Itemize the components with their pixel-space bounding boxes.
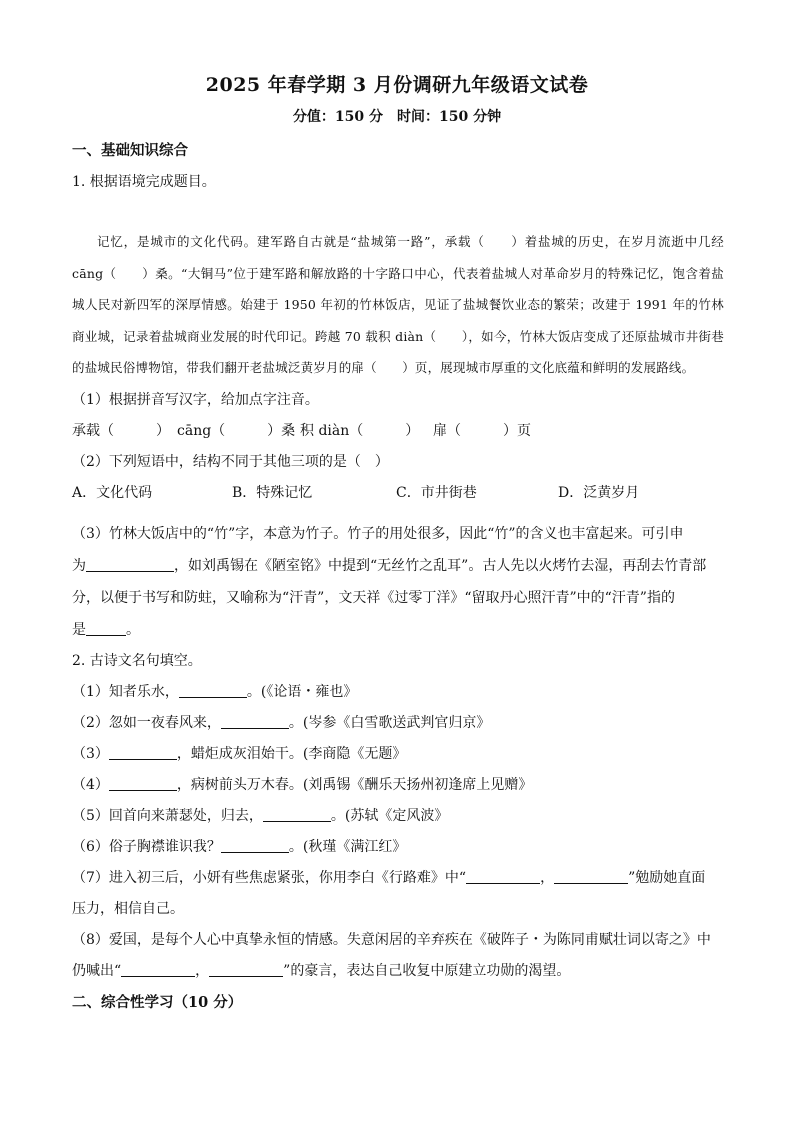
exam-title: 2025 年春学期 3 月份调研九年级语文试卷 bbox=[205, 74, 589, 96]
question-1-sub-3-line-2: 为 ，如刘禹锡在《陋室铭》中提到“无丝竹之乱耳”。古人先以火烤竹去湿，再刮去竹青部 bbox=[72, 558, 707, 574]
option-c: C．市井街巷 bbox=[396, 485, 477, 501]
answer-blank[interactable] bbox=[86, 621, 126, 636]
answer-blank[interactable] bbox=[109, 745, 177, 760]
answer-blank[interactable] bbox=[466, 869, 540, 884]
answer-blank[interactable] bbox=[263, 807, 331, 822]
question-1-sub-3-line-4: 是 。 bbox=[72, 622, 140, 638]
poem-item-5: （5）回首向来萧瑟处，归去， 。(苏轼《定风波》 bbox=[72, 808, 449, 824]
option-b: B．特殊记忆 bbox=[232, 485, 313, 501]
question-1-sub-3-line-1: （3）竹林大饭店中的“竹”字，本意为竹子。竹子的用处很多，因此“竹”的含义也丰富起来。可引申 bbox=[72, 526, 684, 542]
question-1-sub-3-line-3: 分，以便于书写和防蛀，又喻称为“汗青”，文天祥《过零丁洋》“留取丹心照汗青”中的“汗青”指的 bbox=[72, 590, 675, 606]
fill-item-fei-ye: 扉（ ）页 bbox=[433, 423, 531, 439]
fill-item-chengzai: 承载（ ） bbox=[72, 423, 170, 439]
poem-item-7-line-1: （7）进入初三后，小妍有些焦虑紧张，你用李白《行路难》中“ ， ”勉励她直面 bbox=[72, 870, 706, 886]
poem-item-7-line-2: 压力，相信自己。 bbox=[72, 901, 184, 917]
answer-blank[interactable] bbox=[179, 683, 247, 698]
section-heading-1: 一、基础知识综合 bbox=[72, 142, 188, 159]
question-1-sub-1: （1）根据拼音写汉字，给加点字注音。 bbox=[72, 392, 319, 408]
poem-item-6: （6）俗子胸襟谁识我？ 。(秋瑾《满江红》 bbox=[72, 839, 407, 855]
reading-passage: 记忆，是城市的文化代码。建军路自古就是“盐城第一路”，承载（ ）着盐城的历史，在岁月流逝中几经 cāng（ ）桑。“大铜马”位于建军路和解放路的十字路口中心，代表着盐城人对革命岁月的特殊记忆，饱含着盐城人民对新四军的深厚情感。始建于 1950 年初的竹林饭店，见证了盐城餐饮业态的繁荣；改建于 1991 年的竹林商业城，记录着盐城商业发展的时代印记。跨越 70 载积 diàn（ ），如今，竹林大饭店变成了还原盐城市井街巷的盐城民俗博物馆，带我们翻开老盐城泛黄岁月的扉（ ）页，展现城市厚重的文化底蕴和鲜明的发展路线。 bbox=[72, 234, 724, 375]
answer-blank[interactable] bbox=[209, 962, 283, 977]
question-1-stem: 1. 根据语境完成题目。 bbox=[72, 174, 216, 190]
option-d: D．泛黄岁月 bbox=[558, 485, 640, 501]
poem-item-4: （4） ，病树前头万木春。(刘禹锡《酬乐天扬州初逢席上见赠》 bbox=[72, 777, 533, 793]
fill-item-cang-sang: cāng（ ）桑 bbox=[177, 423, 296, 439]
answer-blank[interactable] bbox=[221, 714, 289, 729]
poem-item-1: （1）知者乐水， 。(《论语・雍也》 bbox=[72, 684, 358, 700]
fill-item-ji-dian: 积 diàn（ ） bbox=[300, 423, 420, 439]
section-heading-2: 二、综合性学习（10 分） bbox=[72, 994, 243, 1011]
poem-item-2: （2）忽如一夜春风来， 。(岑参《白雪歌送武判官归京》 bbox=[72, 715, 491, 731]
answer-blank[interactable] bbox=[221, 838, 289, 853]
option-a: A．文化代码 bbox=[72, 485, 153, 501]
question-2-stem: 2. 古诗文名句填空。 bbox=[72, 653, 202, 669]
question-1-sub-2: （2）下列短语中，结构不同于其他三项的是（ ） bbox=[72, 454, 389, 470]
answer-blank[interactable] bbox=[554, 869, 628, 884]
answer-blank[interactable] bbox=[109, 776, 177, 791]
exam-score-time: 分值：150 分 时间：150 分钟 bbox=[292, 109, 502, 125]
poem-item-3: （3） ，蜡炬成灰泪始干。(李商隐《无题》 bbox=[72, 746, 407, 762]
poem-item-8-line-1: （8）爱国，是每个人心中真挚永恒的情感。失意闲居的辛弃疾在《破阵子・为陈同甫赋壮词以寄之》中 bbox=[72, 932, 711, 948]
answer-blank[interactable] bbox=[121, 962, 195, 977]
answer-blank[interactable] bbox=[86, 557, 174, 572]
poem-item-8-line-2: 仍喊出“ ， ”的豪言，表达自己收复中原建立功勋的渴望。 bbox=[72, 963, 571, 979]
